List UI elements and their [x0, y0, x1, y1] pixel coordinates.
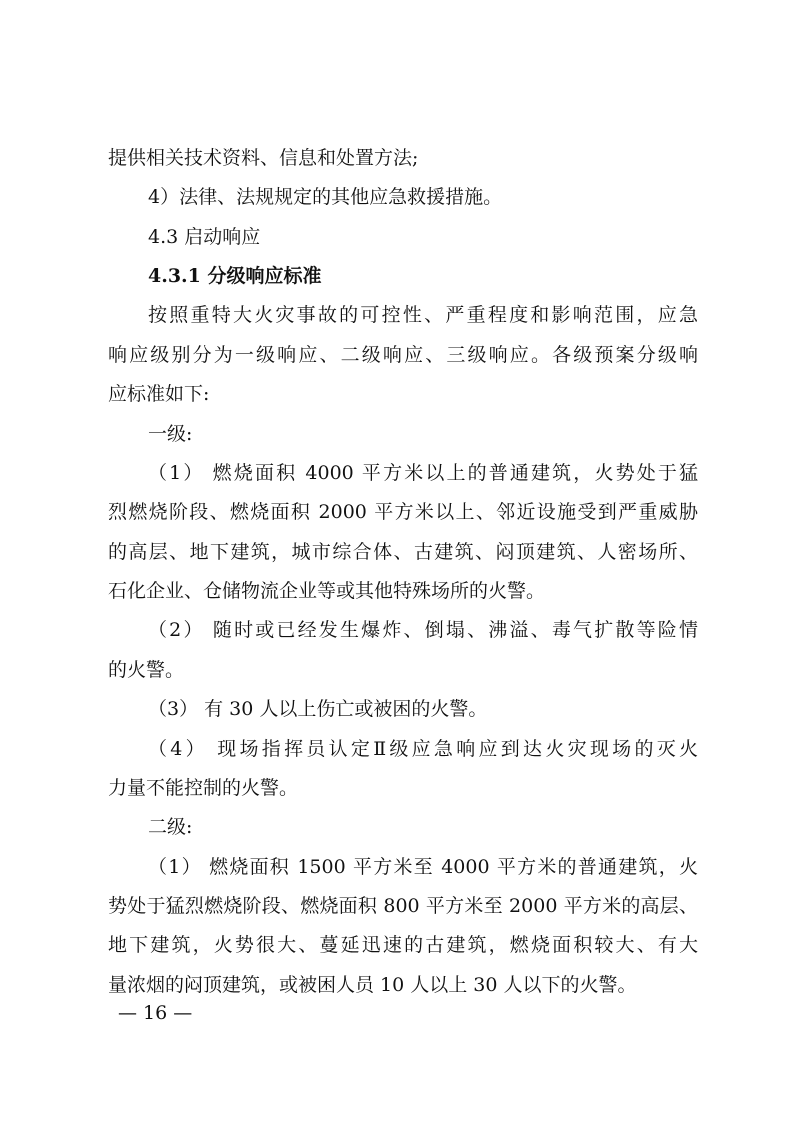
- text-line: 按照重特大火灾事故的可控性、严重程度和影响范围，应急: [148, 304, 698, 326]
- level-heading: 一级:: [148, 423, 193, 445]
- text-line: 的高层、地下建筑，城市综合体、古建筑、闷顶建筑、人密场所、: [108, 541, 698, 563]
- page-number: — 16 —: [118, 1002, 193, 1024]
- text-line: 力量不能控制的火警。: [108, 777, 299, 799]
- text-line: （3） 有 30 人以上伤亡或被困的火警。: [148, 698, 488, 720]
- text-line: 势处于猛烈燃烧阶段、燃烧面积 800 平方米至 2000 平方米的高层、: [108, 895, 698, 917]
- text-line: 的火警。: [108, 659, 185, 681]
- level-heading: 二级:: [148, 816, 193, 838]
- text-line: 应标准如下:: [108, 383, 210, 405]
- text-line: 4）法律、法规规定的其他应急救援措施。: [148, 186, 503, 208]
- text-line: （1） 燃烧面积 1500 平方米至 4000 平方米的普通建筑，火: [148, 856, 698, 878]
- subsection-heading: 4.3.1 分级响应标准: [148, 265, 322, 287]
- text-line: （4） 现场指挥员认定Ⅱ级应急响应到达火灾现场的灭火: [148, 738, 698, 760]
- text-line: 提供相关技术资料、信息和处置方法;: [108, 147, 419, 169]
- text-line: 地下建筑，火势很大、蔓延迅速的古建筑，燃烧面积较大、有大: [108, 934, 698, 956]
- text-line: 响应级别分为一级响应、二级响应、三级响应。各级预案分级响: [108, 344, 698, 366]
- text-line: （1） 燃烧面积 4000 平方米以上的普通建筑，火势处于猛: [148, 462, 698, 484]
- text-line: （2） 随时或已经发生爆炸、倒塌、沸溢、毒气扩散等险情: [148, 619, 698, 641]
- text-line: 量浓烟的闷顶建筑，或被困人员 10 人以上 30 人以下的火警。: [108, 974, 637, 996]
- text-line: 石化企业、仓储物流企业等或其他特殊场所的火警。: [108, 580, 546, 602]
- section-heading: 4.3 启动响应: [148, 226, 261, 248]
- text-line: 烈燃烧阶段、燃烧面积 2000 平方米以上、邻近设施受到严重威胁: [108, 501, 698, 523]
